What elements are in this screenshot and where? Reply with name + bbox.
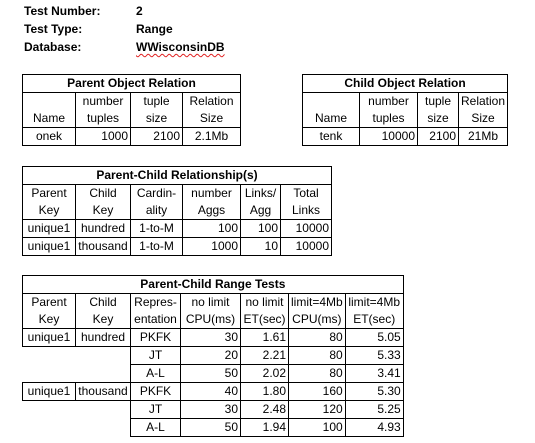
table-row [23, 220, 332, 238]
table-cell: 1-to-M [131, 238, 183, 256]
table-cell: hundred [76, 220, 131, 238]
table-cell: 2.21 [241, 347, 289, 365]
header-cell: no limit [181, 294, 241, 312]
parent-object-relation-table [22, 74, 241, 146]
table-cell: 1.80 [241, 383, 289, 401]
table-cell: 50 [181, 365, 241, 383]
header-cell: Key [23, 311, 76, 329]
table-cell: 160 [289, 383, 346, 401]
table-cell: 80 [289, 329, 346, 347]
table-cell: 1000 [76, 128, 131, 146]
table-cell: 5.30 [345, 383, 403, 401]
header-cell: CPU(ms) [289, 311, 346, 329]
header-cell: Parent [23, 294, 76, 312]
table-cell [23, 347, 76, 365]
header-cell: Child [76, 294, 131, 312]
table-cell: 80 [289, 347, 346, 365]
header-cell: Name [23, 110, 76, 128]
range-tests-table [22, 275, 404, 437]
table-cell: 100 [241, 220, 281, 238]
table-row [23, 128, 241, 146]
test-number-value: 2 [136, 4, 143, 18]
header-cell: Links/ [241, 185, 281, 203]
table-cell: 50 [181, 419, 241, 437]
header-cell: Total [281, 185, 332, 203]
header-cell: Key [76, 202, 131, 220]
header-cell: Agg [241, 202, 281, 220]
table-cell [23, 419, 76, 437]
header-cell: size [131, 110, 183, 128]
table-row [303, 128, 508, 146]
table-cell: 10000 [281, 238, 332, 256]
table-cell: 2.02 [241, 365, 289, 383]
database-value: WWisconsinDB [136, 40, 225, 54]
table-cell: unique1 [23, 220, 76, 238]
table-cell: 1.61 [241, 329, 289, 347]
table-cell [76, 419, 131, 437]
table-cell: 5.33 [345, 347, 403, 365]
header-cell [303, 93, 360, 111]
table-cell: 80 [289, 365, 346, 383]
header-cell: Key [23, 202, 76, 220]
table-cell: tenk [303, 128, 360, 146]
header-cell: Aggs [183, 202, 241, 220]
table-cell: 2100 [418, 128, 459, 146]
table-cell: PKFK [131, 329, 181, 347]
table-cell: unique1 [23, 329, 76, 347]
table-cell: 120 [289, 401, 346, 419]
table-cell: 2.48 [241, 401, 289, 419]
test-type-value: Range [136, 22, 173, 36]
header-cell: tuples [360, 110, 418, 128]
header-cell: ET(sec) [241, 311, 289, 329]
test-type-label: Test Type: [24, 22, 83, 36]
header-cell: Repres- [131, 294, 181, 312]
table-cell: 30 [181, 329, 241, 347]
header-cell: number [183, 185, 241, 203]
table-cell: 100 [183, 220, 241, 238]
header-cell: number [76, 93, 131, 111]
table-cell: 10 [241, 238, 281, 256]
table-cell: thousand [76, 383, 131, 401]
header-cell: Name [303, 110, 360, 128]
header-cell: Relation [183, 93, 241, 111]
table-cell [76, 365, 131, 383]
table-cell: thousand [76, 238, 131, 256]
table-cell: A-L [131, 419, 181, 437]
parent-relation-title: Parent Object Relation [23, 75, 241, 93]
header-cell: CPU(ms) [181, 311, 241, 329]
table-row [23, 238, 332, 256]
table-cell: 5.05 [345, 329, 403, 347]
table-cell: 1000 [183, 238, 241, 256]
table-cell: 2.1Mb [183, 128, 241, 146]
header-cell: tuples [76, 110, 131, 128]
header-cell: Size [183, 110, 241, 128]
table-cell [23, 401, 76, 419]
table-cell: onek [23, 128, 76, 146]
table-cell: 10000 [360, 128, 418, 146]
table-row [23, 365, 404, 383]
table-cell [76, 347, 131, 365]
child-object-relation-table [302, 74, 508, 146]
header-cell: Size [459, 110, 508, 128]
table-cell: 2100 [131, 128, 183, 146]
table-row [23, 383, 404, 401]
table-row [23, 401, 404, 419]
table-cell: A-L [131, 365, 181, 383]
table-cell [76, 401, 131, 419]
header-cell: number [360, 93, 418, 111]
header-cell: tuple [418, 93, 459, 111]
header-cell: limit=4Mb [289, 294, 346, 312]
table-row [23, 419, 404, 437]
table-cell: 4.93 [345, 419, 403, 437]
relationships-table [22, 166, 332, 256]
test-number-label: Test Number: [24, 4, 101, 18]
table-cell [23, 365, 76, 383]
table-cell: JT [131, 401, 181, 419]
table-cell: unique1 [23, 238, 76, 256]
header-cell: size [418, 110, 459, 128]
header-cell: Parent [23, 185, 76, 203]
table-row [23, 347, 404, 365]
table-cell: hundred [76, 329, 131, 347]
table-cell: PKFK [131, 383, 181, 401]
child-relation-title: Child Object Relation [303, 75, 508, 93]
header-cell: ET(sec) [345, 311, 403, 329]
header-cell: entation [131, 311, 181, 329]
table-cell: 3.41 [345, 365, 403, 383]
header-cell: ality [131, 202, 183, 220]
header-cell: no limit [241, 294, 289, 312]
header-cell: Links [281, 202, 332, 220]
table-cell: 1.94 [241, 419, 289, 437]
header-cell [23, 93, 76, 111]
table-row [23, 329, 404, 347]
table-cell: unique1 [23, 383, 76, 401]
table-cell: 100 [289, 419, 346, 437]
table-cell: 20 [181, 347, 241, 365]
header-cell: Cardin- [131, 185, 183, 203]
table-cell: JT [131, 347, 181, 365]
range-tests-title: Parent-Child Range Tests [23, 276, 404, 294]
table-cell: 40 [181, 383, 241, 401]
header-cell: tuple [131, 93, 183, 111]
header-cell: Relation [459, 93, 508, 111]
table-cell: 30 [181, 401, 241, 419]
database-label: Database: [24, 40, 82, 54]
table-cell: 1-to-M [131, 220, 183, 238]
table-cell: 5.25 [345, 401, 403, 419]
table-cell: 10000 [281, 220, 332, 238]
header-cell: Child [76, 185, 131, 203]
header-cell: Key [76, 311, 131, 329]
relationships-title: Parent-Child Relationship(s) [23, 167, 332, 185]
table-cell: 21Mb [459, 128, 508, 146]
header-cell: limit=4Mb [345, 294, 403, 312]
